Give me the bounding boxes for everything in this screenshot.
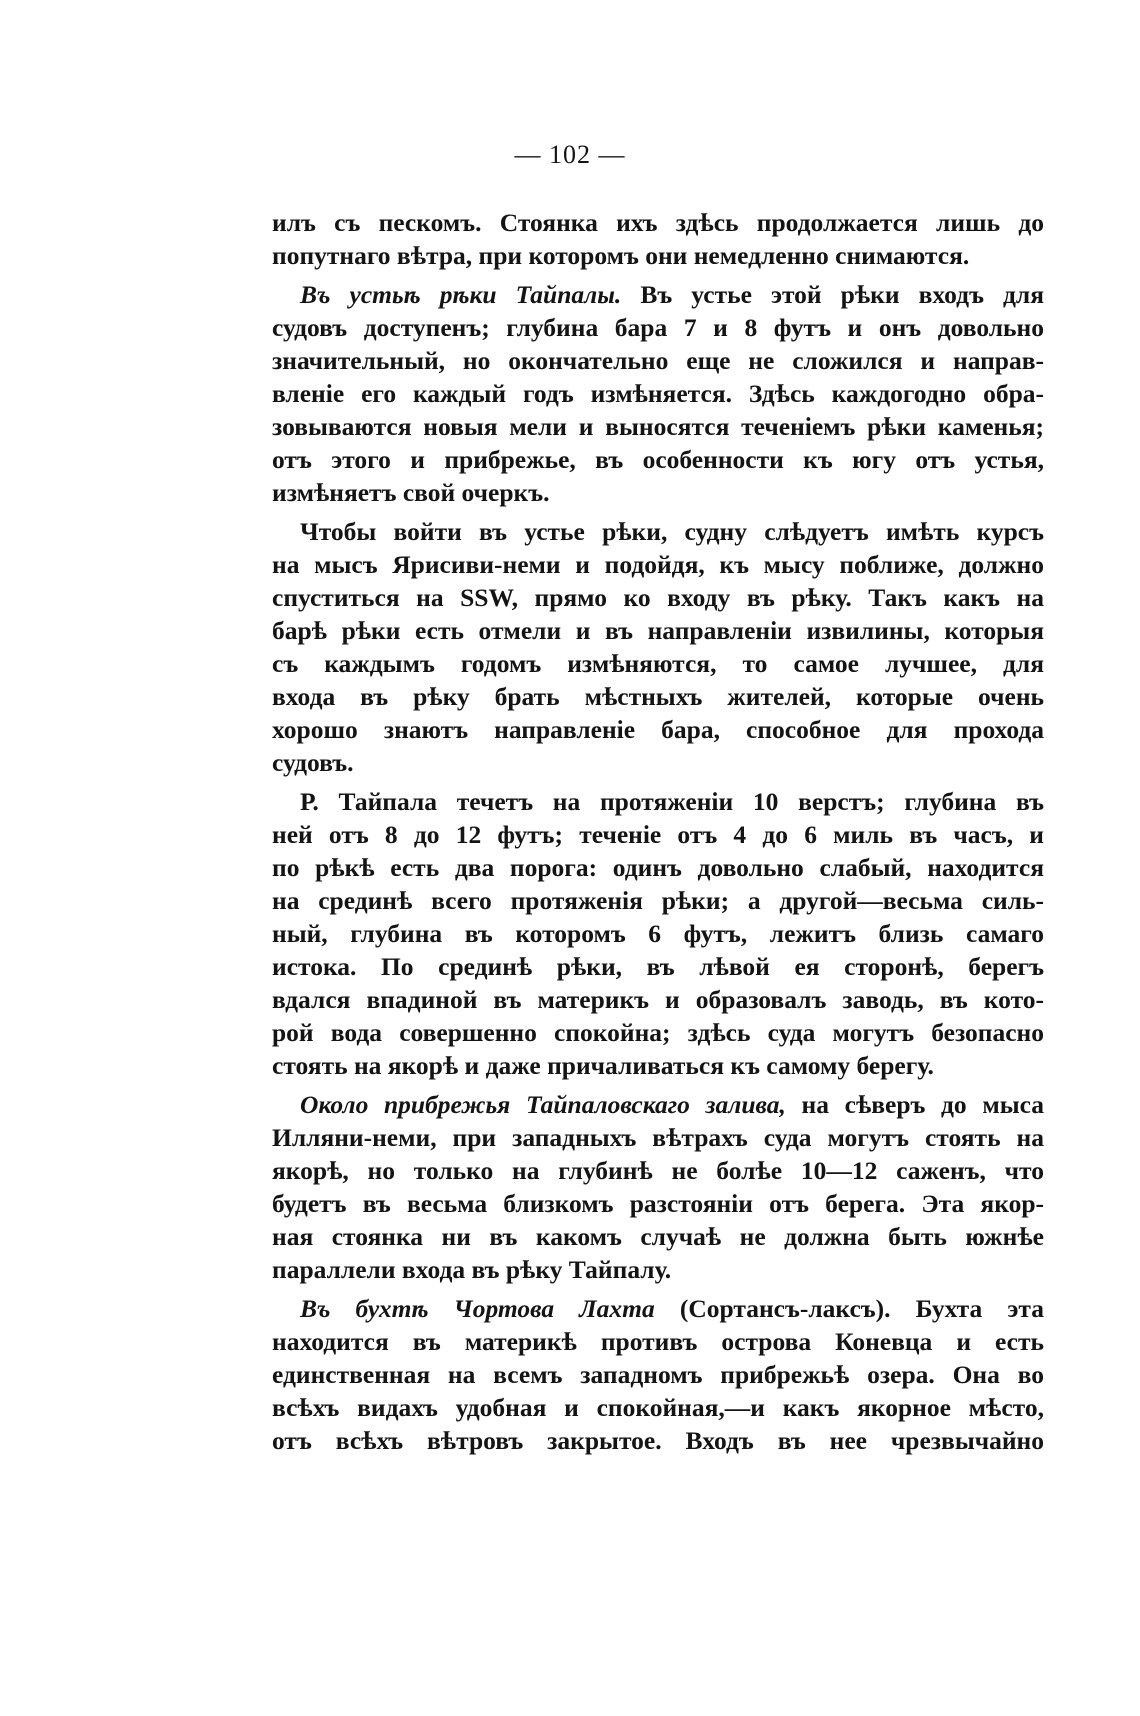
text-fragment: на сѣверъ до мыса: [785, 1090, 1044, 1119]
text-line: истока. По срединѣ рѣки, въ лѣвой ея сторонѣ, берегъ: [272, 952, 1044, 981]
text-line: [272, 1088, 1044, 1121]
text-line: на срединѣ всего протяженія рѣки; а другой—весьма силь-: [272, 886, 1044, 915]
text-line: всѣхъ видахъ удобная и спокойная,—и какъ якорное мѣсто,: [272, 1393, 1044, 1422]
page-number: — 102 —: [514, 140, 626, 169]
text-line: параллели входа въ рѣку Тайпалу.: [272, 1255, 672, 1284]
text-line: хорошо знаютъ направленіе бара, способное для прохода: [272, 715, 1044, 744]
text-line: спуститься на SSW, прямо ко входу въ рѣку. Такъ какъ на: [272, 583, 1044, 612]
paragraph: [272, 1088, 1044, 1286]
text-line: значительный, но окончательно еще не сложился и направ-: [272, 346, 1044, 375]
paragraph: [272, 206, 1044, 272]
text-line: входа въ рѣку брать мѣстныхъ жителей, которые очень: [272, 682, 1044, 711]
text-line: Р. Тайпала течетъ на протяженіи 10 верстъ; глубина въ: [300, 787, 1044, 816]
text-line: единственная на всемъ западномъ прибрежьѣ озера. Она во: [272, 1360, 1044, 1389]
text-line: [272, 278, 1044, 311]
text-line: ный, глубина въ которомъ 6 футъ, лежитъ близь самаго: [272, 919, 1044, 948]
text-line: вдался впадиной въ материкъ и образовалъ заводь, въ кото-: [272, 985, 1044, 1014]
text-line: барѣ рѣки есть отмели и въ направленіи извилины, которыя: [272, 616, 1044, 645]
text-line: якорѣ, но только на глубинѣ не болѣе 10—12 саженъ, что: [272, 1156, 1044, 1185]
text-line: рой вода совершенно спокойна; здѣсь суда могутъ безопасно: [272, 1018, 1044, 1047]
text-line: отъ этого и прибрежье, въ особенности къ югу отъ устья,: [272, 445, 1044, 474]
text-line: будетъ въ весьма близкомъ разстояніи отъ берега. Эта якор-: [272, 1189, 1044, 1218]
paragraph-lead-italic: Около прибрежья Тайпаловскаго залива,: [300, 1090, 786, 1119]
paragraph-lead-italic: Въ устьѣ рѣки Тайпалы.: [300, 280, 622, 309]
text-line: судовъ.: [272, 748, 354, 777]
text-line: ней отъ 8 до 12 футъ; теченіе отъ 4 до 6 миль въ часъ, и: [272, 820, 1044, 849]
text-line: Чтобы войти въ устье рѣки, судну слѣдуетъ имѣть курсъ: [300, 517, 1044, 546]
text-line: судовъ доступенъ; глубина бара 7 и 8 футъ и онъ довольно: [272, 313, 1044, 342]
paragraph: [272, 785, 1044, 1082]
text-line: зовываются новыя мели и выносятся теченіемъ рѣки каменья;: [272, 412, 1044, 441]
text-line: стоять на якорѣ и даже причаливаться къ самому берегу.: [272, 1051, 934, 1080]
text-fragment: Въ устье этой рѣки входъ для: [621, 280, 1044, 309]
text-fragment: (Сортансъ-лаксъ). Бухта эта: [654, 1294, 1044, 1323]
body-text: [272, 206, 1044, 1463]
text-line: на мысъ Ярисиви-неми и подойдя, къ мысу поближе, должно: [272, 550, 1044, 579]
text-line: ная стоянка ни въ какомъ случаѣ не должна быть южнѣе: [272, 1222, 1044, 1251]
paragraph: [272, 1292, 1044, 1457]
text-line: Илляни-неми, при западныхъ вѣтрахъ суда могутъ стоять на: [272, 1123, 1044, 1152]
text-line: по рѣкѣ есть два порога: одинъ довольно слабый, находится: [272, 853, 1044, 882]
paragraph: [272, 278, 1044, 509]
paragraph-lead-italic: Въ бухтѣ Чортова Лахта: [300, 1294, 655, 1323]
text-line: съ каждымъ годомъ измѣняются, то самое лучшее, для: [272, 649, 1044, 678]
text-line: находится въ материкѣ противъ острова Коневца и есть: [272, 1327, 1044, 1356]
text-line: илъ съ пескомъ. Стоянка ихъ здѣсь продолжается лишь до: [272, 208, 1044, 237]
paragraph: [272, 515, 1044, 779]
text-line: вленіе его каждый годъ измѣняется. Здѣсь каждогодно обра-: [272, 379, 1044, 408]
text-line: отъ всѣхъ вѣтровъ закрытое. Входъ въ нее чрезвычайно: [272, 1426, 1044, 1455]
text-line: [272, 1292, 1044, 1325]
text-line: попутнаго вѣтра, при которомъ они немедленно снимаются.: [272, 241, 970, 270]
text-line: измѣняетъ свой очеркъ.: [272, 478, 550, 507]
